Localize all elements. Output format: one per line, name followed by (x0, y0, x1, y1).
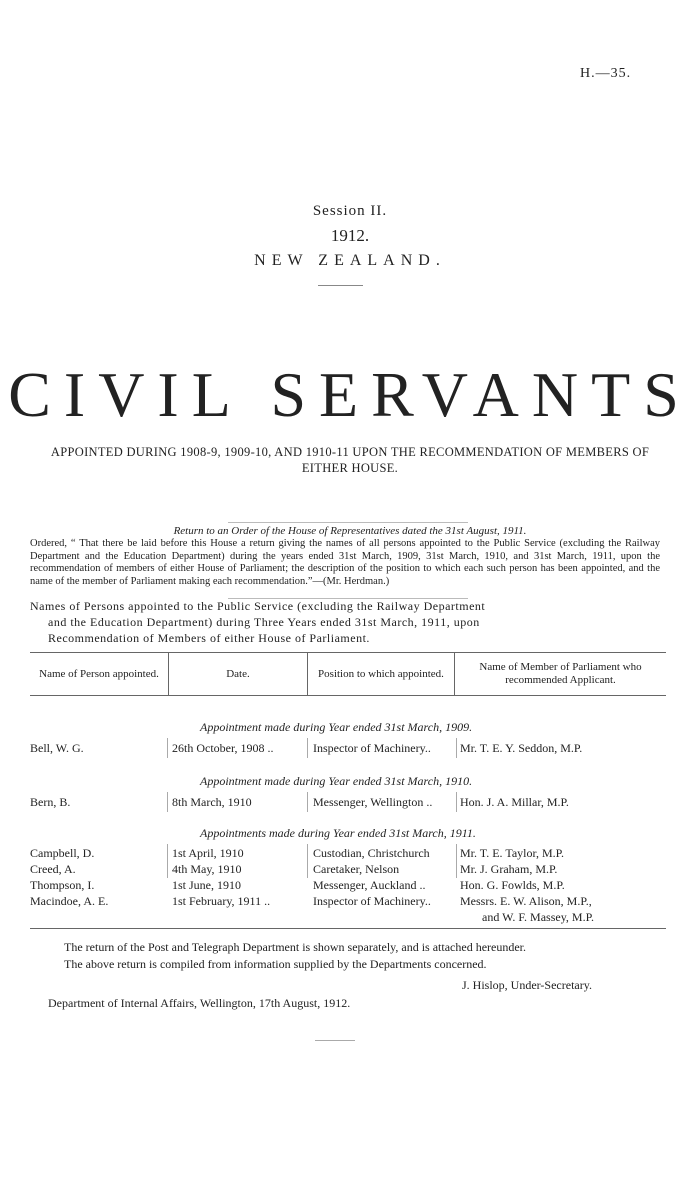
cell-date: 26th October, 1908 .. (172, 741, 274, 755)
table-bottom-rule (30, 928, 666, 929)
cell-name: Campbell, D. (30, 846, 95, 860)
cell-position: Custodian, Christchurch (313, 846, 430, 860)
cell-position: Messenger, Wellington .. (313, 795, 433, 809)
document-subtitle: APPOINTED DURING 1908-9, 1909-10, AND 1910-11 UPON THE RECOMMENDATION OF MEMBERS OF EITHER HOUSE. (50, 445, 650, 475)
cell-position: Caretaker, Nelson (313, 862, 400, 876)
cell-date: 1st February, 1911 .. (172, 894, 271, 908)
cell-member: Hon. J. A. Millar, M.P. (460, 795, 569, 809)
divider (228, 522, 468, 523)
cell-position: Messenger, Auckland .. (313, 878, 426, 892)
table-row (30, 893, 666, 909)
table-row (30, 740, 666, 756)
table-row (30, 877, 666, 893)
cell-name: Macindoe, A. E. (30, 894, 109, 908)
table-header (30, 652, 666, 696)
page-reference: H.—35. (580, 66, 632, 81)
section-title: Appointments made during Year ended 31st March, 1911. (200, 826, 476, 840)
cell-member: Mr. T. E. Taylor, M.P. (460, 846, 565, 860)
column-header-position: Position to which appointed. (308, 653, 455, 696)
cell-member: Messrs. E. W. Alison, M.P., (460, 894, 592, 908)
cell-name: Creed, A. (30, 862, 76, 876)
cell-name: Bern, B. (30, 795, 71, 809)
cell-name: Bell, W. G. (30, 741, 84, 755)
table-row (30, 794, 666, 810)
cell-date: 4th May, 1910 (172, 862, 242, 876)
column-header-name: Name of Person appointed. (30, 653, 169, 696)
return-order-line: Return to an Order of the House of Representatives dated the 31st August, 1911. (173, 525, 527, 537)
cell-date: 8th March, 1910 (172, 795, 252, 809)
document-title: CIVIL SERVANTS (8, 359, 692, 430)
session-label: Session II. (312, 203, 388, 219)
names-heading-line: Recommendation of Members of either House of Parliament. (48, 631, 370, 645)
divider (318, 285, 363, 286)
cell-position: Inspector of Machinery.. (313, 741, 431, 755)
table-row (30, 861, 666, 877)
names-heading-line: Names of Persons appointed to the Public Service (excluding the Railway Department (30, 599, 486, 613)
table-row (30, 845, 666, 861)
signature: J. Hislop, Under-Secretary. (462, 978, 592, 992)
section-title: Appointment made during Year ended 31st March, 1910. (200, 774, 473, 788)
cell-name: Thompson, I. (30, 878, 95, 892)
cell-date: 1st April, 1910 (172, 846, 244, 860)
ordered-paragraph: Ordered, “ That there be laid before this House a return giving the names of all persons appointed to the Public Service (excluding the Railway Department and the Education Department) during the years ended 31st March, 1909, 31st March, 1910, and 31st March, 1911, upon the recommendation of members of either House of Parliament; the description of the position to which each such person has been appointed, and the name of the member of Parliament making each recommendation.”—(Mr. Herdman.) (30, 538, 660, 587)
column-header-date: Date. (169, 653, 308, 696)
cell-member: Hon. G. Fowlds, M.P. (460, 878, 565, 892)
department-line: Department of Internal Affairs, Wellington, 17th August, 1912. (48, 996, 351, 1010)
table-row (30, 909, 666, 925)
cell-member: Mr. J. Graham, M.P. (460, 862, 558, 876)
note-line: The above return is compiled from information supplied by the Departments concerned. (64, 957, 487, 971)
names-heading (30, 598, 665, 646)
names-heading-line: and the Education Department) during Three Years ended 31st March, 1911, upon (48, 615, 480, 629)
cell-member: Mr. T. E. Y. Seddon, M.P. (460, 741, 583, 755)
note-line: The return of the Post and Telegraph Department is shown separately, and is attached hereunder. (64, 940, 527, 954)
cell-date: 1st June, 1910 (172, 878, 241, 892)
country-name: NEW ZEALAND. (254, 252, 446, 269)
divider (315, 1040, 355, 1041)
section-title: Appointment made during Year ended 31st March, 1909. (200, 720, 473, 734)
cell-member: and W. F. Massey, M.P. (482, 910, 594, 924)
column-header-member: Name of Member of Parliament who recommended Applicant. (455, 653, 667, 696)
session-year: 1912. (330, 226, 370, 245)
cell-position: Inspector of Machinery.. (313, 894, 431, 908)
